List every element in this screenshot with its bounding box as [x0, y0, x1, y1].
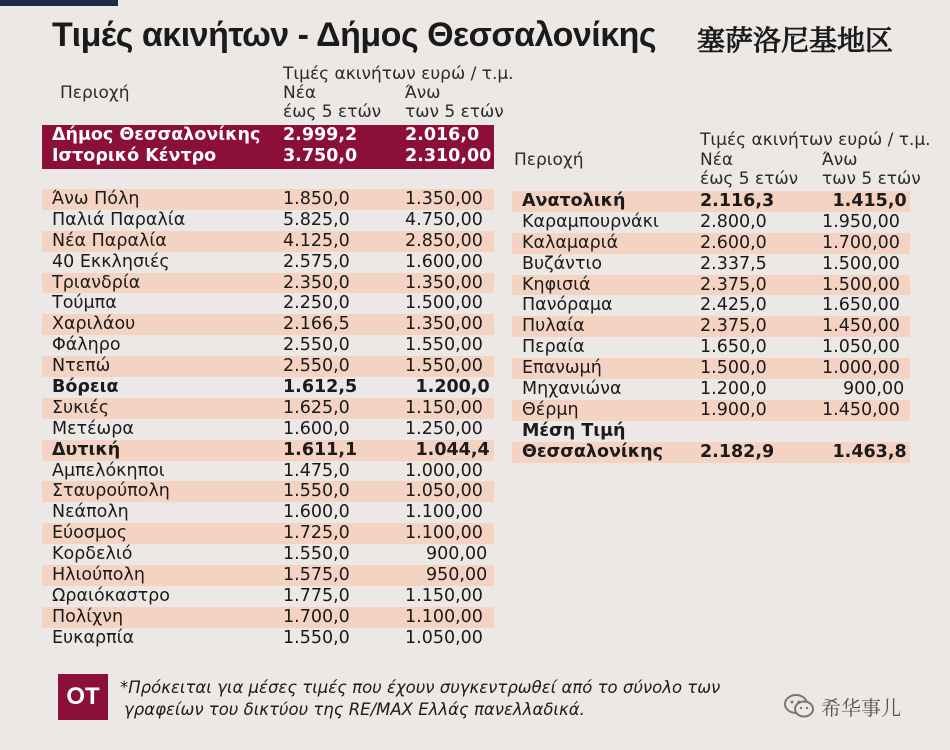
- highlight-row: [42, 125, 494, 146]
- new-price-cell: 1.550,0: [283, 481, 350, 502]
- table-row: [512, 400, 910, 421]
- old-price-cell: 1.550,00: [405, 335, 483, 356]
- old-price-cell: 1.000,00: [822, 358, 900, 379]
- watermark-text: 希华事儿: [821, 695, 901, 720]
- area-cell: Ντεπώ: [52, 356, 111, 377]
- new-price-cell: 1.200,0: [700, 379, 767, 400]
- area-cell: Επανωμή: [522, 358, 602, 379]
- area-cell: Ηλιούπολη: [52, 565, 145, 586]
- area-cell: Πυλαία: [522, 316, 585, 337]
- new-price-cell: 1.600,0: [283, 418, 350, 439]
- old-price-cell: 1.450,00: [822, 399, 900, 420]
- table-row: [42, 628, 494, 649]
- wechat-icon: [783, 690, 815, 722]
- area-cell: Εύοσμος: [52, 523, 128, 544]
- old-price-cell: 1.100,00: [405, 502, 483, 523]
- new-price-cell: 1.600,0: [283, 502, 350, 523]
- old-price-cell: 1.350,00: [405, 189, 483, 209]
- table-row: [42, 231, 494, 252]
- table-row: [42, 210, 494, 231]
- new-price-cell: 1.475,0: [283, 460, 350, 481]
- new-price-cell: 2.350,0: [283, 272, 350, 293]
- area-cell: Τούμπα: [52, 293, 117, 314]
- new-price-cell: 2.800,0: [700, 211, 767, 232]
- new-price-cell: 1.625,0: [283, 397, 350, 418]
- table-row: [512, 233, 910, 254]
- new-price-cell: 2.375,0: [700, 274, 767, 295]
- table-row: [42, 440, 494, 461]
- new-price-cell: 1.725,0: [283, 523, 350, 544]
- old-price-cell: 2.850,00: [405, 230, 483, 251]
- table-row: [512, 254, 910, 275]
- new-price-cell: 1.700,0: [283, 606, 350, 627]
- new-price-cell: 2.575,0: [283, 251, 350, 272]
- area-cell: Άνω Πόλη: [52, 189, 140, 209]
- area-cell: Ανατολική: [522, 191, 626, 211]
- highlight-area: Ιστορικό Κέντρο: [52, 146, 217, 166]
- right-header-new-line2: έως 5 ετών: [700, 169, 799, 189]
- table-row: [42, 607, 494, 628]
- area-cell: Καραμπουρνάκι: [522, 211, 659, 232]
- new-price-cell: 2.425,0: [700, 295, 767, 316]
- right-header-old-line1: Άνω: [822, 150, 858, 170]
- highlight-new-price: 3.750,0: [283, 146, 358, 166]
- old-price-cell: 1.450,00: [822, 316, 900, 337]
- table-row: [512, 358, 910, 379]
- area-cell: Νέα Παραλία: [52, 230, 167, 251]
- area-cell: Καλαμαριά: [522, 232, 619, 253]
- area-cell: Παλιά Παραλία: [52, 209, 186, 230]
- table-row: [42, 481, 494, 502]
- watermark: [783, 690, 901, 722]
- area-cell: Χαριλάου: [52, 314, 136, 335]
- old-price-cell: 1.463,8: [832, 441, 907, 462]
- left-header-old-line2: των 5 ετών: [405, 102, 504, 122]
- old-price-cell: 1.050,00: [405, 481, 483, 502]
- old-price-cell: 950,00: [426, 565, 488, 586]
- new-price-cell: 5.825,0: [283, 209, 350, 230]
- table-row: [42, 252, 494, 273]
- area-cell: Θεσσαλονίκης: [522, 441, 663, 462]
- left-header-area: Περιοχή: [60, 83, 130, 103]
- area-cell: Βυζάντιο: [522, 253, 603, 274]
- area-cell: Κηφισιά: [522, 274, 591, 295]
- old-price-cell: 900,00: [426, 544, 488, 565]
- new-price-cell: 2.250,0: [283, 293, 350, 314]
- area-cell: Κορδελιό: [52, 544, 133, 565]
- old-price-cell: 1.650,00: [822, 295, 900, 316]
- new-price-cell: 2.116,3: [700, 191, 775, 211]
- old-price-cell: 1.000,00: [405, 460, 483, 481]
- ot-logo: OT: [58, 674, 108, 720]
- area-cell: Νεάπολη: [52, 502, 129, 523]
- old-price-cell: 1.050,00: [405, 627, 483, 648]
- old-price-cell: 1.950,00: [822, 211, 900, 232]
- old-price-cell: 1.200,0: [415, 377, 490, 398]
- table-row: [512, 442, 910, 463]
- new-price-cell: 2.375,0: [700, 316, 767, 337]
- table-row: [42, 314, 494, 335]
- table-row: [512, 275, 910, 296]
- right-header-old-line2: των 5 ετών: [822, 169, 921, 189]
- page-title-chinese: 塞萨洛尼基地区: [697, 24, 894, 57]
- table-row: [42, 189, 494, 210]
- table-row: [512, 295, 910, 316]
- new-price-cell: 2.550,0: [283, 335, 350, 356]
- page-title: Τιμές ακινήτων - Δήμος Θεσσαλονίκης: [52, 16, 657, 54]
- area-cell: Μηχανιώνα: [522, 379, 622, 400]
- right-price-table: [512, 191, 910, 463]
- new-price-cell: 1.550,0: [283, 627, 350, 648]
- left-header-new-line2: έως 5 ετών: [283, 102, 382, 122]
- new-price-cell: 2.337,5: [700, 253, 767, 274]
- area-cell: Αμπελόκηποι: [52, 460, 165, 481]
- area-cell: Πανόραμα: [522, 295, 613, 316]
- highlight-row: [42, 146, 494, 167]
- right-header-area: Περιοχή: [514, 150, 584, 170]
- table-row: [512, 316, 910, 337]
- footnote: [120, 677, 760, 721]
- highlight-block: [42, 125, 494, 169]
- left-header-old-line1: Άνω: [405, 83, 441, 103]
- area-cell: Θέρμη: [522, 399, 579, 420]
- old-price-cell: 1.050,00: [822, 337, 900, 358]
- table-row: [512, 191, 910, 212]
- table-row: [512, 379, 910, 400]
- old-price-cell: 900,00: [843, 379, 905, 400]
- highlight-new-price: 2.999,2: [283, 125, 358, 145]
- area-cell: Ευκαρπία: [52, 627, 135, 648]
- table-row: [42, 565, 494, 586]
- area-cell: Ωραιόκαστρο: [52, 585, 170, 606]
- new-price-cell: 1.850,0: [283, 189, 350, 209]
- old-price-cell: 1.350,00: [405, 314, 483, 335]
- old-price-cell: 1.700,00: [822, 232, 900, 253]
- old-price-cell: 1.600,00: [405, 251, 483, 272]
- new-price-cell: 1.575,0: [283, 565, 350, 586]
- area-cell: Δυτική: [52, 439, 121, 460]
- area-cell: Πολίχνη: [52, 606, 124, 627]
- new-price-cell: 2.166,5: [283, 314, 350, 335]
- old-price-cell: 1.500,00: [822, 253, 900, 274]
- top-accent-bar: [0, 0, 118, 6]
- new-price-cell: 1.550,0: [283, 544, 350, 565]
- new-price-cell: 1.500,0: [700, 358, 767, 379]
- table-row: [512, 212, 910, 233]
- table-row: [512, 337, 910, 358]
- old-price-cell: 1.100,00: [405, 606, 483, 627]
- new-price-cell: 1.650,0: [700, 337, 767, 358]
- old-price-cell: 1.250,00: [405, 418, 483, 439]
- old-price-cell: 1.150,00: [405, 585, 483, 606]
- area-cell: Βόρεια: [52, 377, 119, 398]
- old-price-cell: 1.500,00: [405, 293, 483, 314]
- left-header-new-line1: Νέα: [283, 83, 317, 103]
- old-price-cell: 1.150,00: [405, 397, 483, 418]
- old-price-cell: 1.550,00: [405, 356, 483, 377]
- old-price-cell: 4.750,00: [405, 209, 483, 230]
- area-cell: Μέση Τιμή: [522, 420, 626, 441]
- area-cell: Σταυρούπολη: [52, 481, 170, 502]
- old-price-cell: 1.100,00: [405, 523, 483, 544]
- area-cell: 40 Εκκλησιές: [52, 251, 170, 272]
- table-row: [42, 335, 494, 356]
- table-row: [42, 356, 494, 377]
- area-cell: Συκιές: [52, 397, 110, 418]
- new-price-cell: 2.550,0: [283, 356, 350, 377]
- area-cell: Μετέωρα: [52, 418, 134, 439]
- table-row: [42, 461, 494, 482]
- table-row: [42, 293, 494, 314]
- new-price-cell: 1.900,0: [700, 399, 767, 420]
- table-row: [42, 544, 494, 565]
- old-price-cell: 1.500,00: [822, 274, 900, 295]
- new-price-cell: 2.182,9: [700, 441, 775, 462]
- old-price-cell: 1.350,00: [405, 272, 483, 293]
- highlight-old-price: 2.310,00: [405, 146, 492, 166]
- table-row: [42, 273, 494, 294]
- old-price-cell: 1.044,4: [415, 439, 490, 460]
- footnote-line1: *Πρόκειται για μέσες τιμές που έχουν συγκεντρωθεί από το σύνολο των: [120, 678, 721, 697]
- right-header-new-line1: Νέα: [700, 150, 734, 170]
- highlight-area: Δήμος Θεσσαλονίκης: [52, 125, 261, 145]
- table-row: [42, 502, 494, 523]
- table-row: [42, 398, 494, 419]
- new-price-cell: 1.775,0: [283, 585, 350, 606]
- area-cell: Περαία: [522, 337, 585, 358]
- highlight-old-price: 2.016,0: [405, 125, 480, 145]
- area-cell: Φάληρο: [52, 335, 121, 356]
- new-price-cell: 1.611,1: [283, 439, 358, 460]
- right-header-price-caption: Τιμές ακινήτων ευρώ / τ.μ.: [700, 130, 931, 150]
- new-price-cell: 2.600,0: [700, 232, 767, 253]
- footnote-line2: γραφείων του δικτύου της RE/MAX Ελλάς πανελλαδικά.: [124, 700, 585, 719]
- new-price-cell: 1.612,5: [283, 377, 358, 398]
- left-header-price-caption: Τιμές ακινήτων ευρώ / τ.μ.: [283, 64, 514, 84]
- table-row: [512, 421, 910, 442]
- table-row: [42, 419, 494, 440]
- table-row: [42, 377, 494, 398]
- old-price-cell: 1.415,0: [832, 191, 907, 211]
- left-price-table: [42, 189, 494, 649]
- area-cell: Τριανδρία: [52, 272, 141, 293]
- new-price-cell: 4.125,0: [283, 230, 350, 251]
- table-row: [42, 586, 494, 607]
- table-row: [42, 523, 494, 544]
